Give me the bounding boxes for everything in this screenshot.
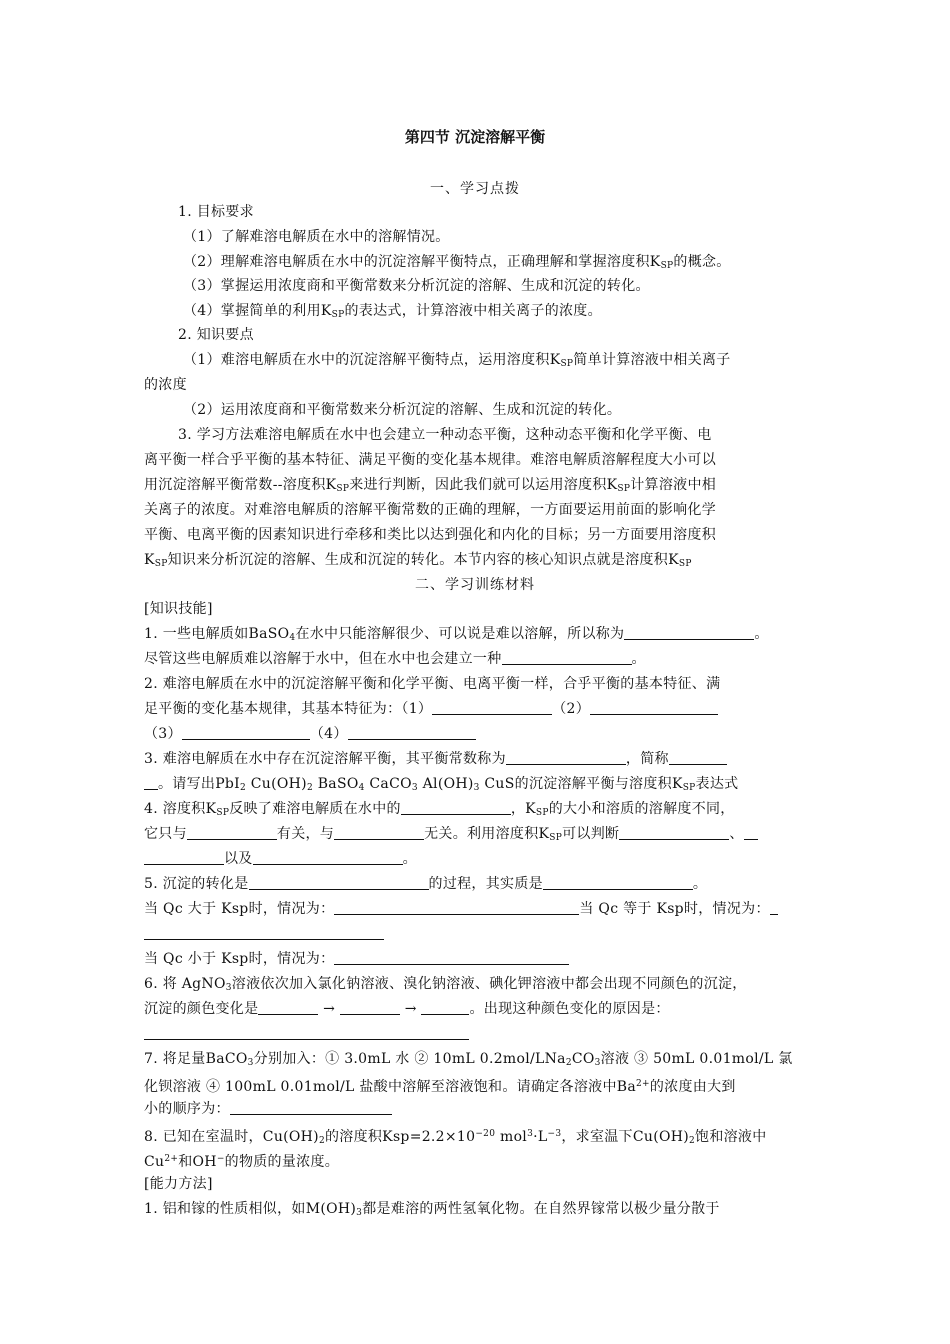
blank[interactable] xyxy=(253,850,403,865)
blank[interactable] xyxy=(506,750,626,765)
question-7-line-3: 小的顺序为： xyxy=(144,1098,814,1120)
blank[interactable] xyxy=(432,700,552,715)
goal-1: （1）了解难溶电解质在水中的溶解情况。 xyxy=(183,229,450,245)
ability-methods-label: [能力方法] xyxy=(144,1176,213,1192)
key-points-heading: 2. 知识要点 xyxy=(178,327,254,343)
blank[interactable] xyxy=(502,650,632,665)
question-3-line-2: 。请写出PbI$_2$ $Cu(OH)_2$ BaSO$_4$ CaCO$_3$ $Al(OH)_3$ CuS的沉淀溶解平衡与溶度积$K_{SP}$表达式 xyxy=(144,773,814,799)
question-6-line-3 xyxy=(144,1023,814,1045)
ability-question-1: 1. 铝和镓的性质相似，如$M(OH)_3$都是难溶的两性氢氧化物。在自然界镓常以极少量分散于 xyxy=(144,1201,720,1218)
question-3-line-1: 3. 难溶电解质在水中存在沉淀溶解平衡，其平衡常数称为 ，简称 xyxy=(144,748,814,770)
goal-2: （2）理解难溶电解质在水中的沉淀溶解平衡特点，正确理解和掌握溶度积$K_{SP}$的概念。 xyxy=(183,254,731,271)
blank[interactable] xyxy=(744,825,758,840)
section-heading-2: 二、学习训练材料 xyxy=(415,577,535,593)
blank[interactable] xyxy=(230,1100,392,1115)
method-line-6: $K_{SP}$知识来分析沉淀的溶解、生成和沉淀的转化。本节内容的核心知识点就是溶度积$K_{SP}$ xyxy=(144,552,692,569)
blank[interactable] xyxy=(144,925,384,940)
question-1-line-2: 尽管这些电解质难以溶解于水中，但在水中也会建立一种 。 xyxy=(144,651,646,667)
blank[interactable] xyxy=(334,950,569,965)
method-line-2: 离平衡一样合乎平衡的基本特征、满足平衡的变化基本规律。难溶电解质溶解程度大小可以 xyxy=(144,452,716,468)
blank[interactable] xyxy=(619,825,729,840)
goal-3: （3）掌握运用浓度商和平衡常数来分析沉淀的溶解、生成和沉淀的转化。 xyxy=(183,278,650,294)
question-2-line-3: （3） （4） xyxy=(144,723,814,745)
key-point-2: （2）运用浓度商和平衡常数来分析沉淀的溶解、生成和沉淀的转化。 xyxy=(183,402,622,418)
question-4-line-2: 它只与 有关，与 无关。利用溶度积$K_{SP}$可以判断 、 xyxy=(144,823,814,849)
question-7-line-2: 化钡溶液 ④ 100mL 0.01mol/L 盐酸中溶解至溶液饱和。请确定各溶液中$Ba^{2+}$的浓度由大到 xyxy=(144,1079,736,1095)
question-2-line-2: 足平衡的变化基本规律，其基本特征为：（1） （2） xyxy=(144,698,814,720)
key-point-1: （1）难溶电解质在水中的沉淀溶解平衡特点，运用溶度积$K_{SP}$简单计算溶液中相关离子 xyxy=(183,352,731,369)
blank[interactable] xyxy=(624,625,754,640)
blank[interactable] xyxy=(669,750,727,765)
question-5-line-4: 当 Qc 小于 Ksp时，情况为： xyxy=(144,948,814,970)
blank[interactable] xyxy=(340,1000,400,1015)
question-6-line-1: 6. 将 AgNO$_3$溶液依次加入氯化钠溶液、溴化钠溶液、碘化钾溶液中都会出现不同颜色的沉淀， xyxy=(144,976,747,993)
question-5-line-3 xyxy=(144,923,814,945)
blank[interactable] xyxy=(144,1025,469,1040)
blank[interactable] xyxy=(401,800,511,815)
blank[interactable] xyxy=(258,1000,318,1015)
section-heading-1: 一、学习点拨 xyxy=(430,181,520,197)
method-line-3: 用沉淀溶解平衡常数--溶度积$K_{SP}$来进行判断，因此我们就可以运用溶度积$K_{SP}$计算溶液中相 xyxy=(144,477,717,494)
blank[interactable] xyxy=(543,875,693,890)
question-8-line-2: $Cu^{2+}$和OH−的物质的量浓度。 xyxy=(144,1154,340,1170)
question-1-line-1: 1. 一些电解质如BaSO$_4$在水中只能溶解很少、可以说是难以溶解，所以称为 。 xyxy=(144,626,769,643)
blank[interactable] xyxy=(187,825,277,840)
blank[interactable] xyxy=(334,900,579,915)
question-7-line-1: 7. 将足量BaCO$_3$分别加入：① 3.0mL 水 ② 10mL $0.2mol/LNa_2CO_3$溶液 ③ 50mL 0.01mol/L 氯 xyxy=(144,1051,793,1068)
page-title: 第四节 沉淀溶解平衡 xyxy=(404,128,546,146)
method-line-1: 3. 学习方法难溶电解质在水中也会建立一种动态平衡，这种动态平衡和化学平衡、电 xyxy=(178,427,712,443)
question-2-line-1: 2. 难溶电解质在水中的沉淀溶解平衡和化学平衡、电离平衡一样，合乎平衡的基本特征、满 xyxy=(144,676,721,692)
blank[interactable] xyxy=(182,725,310,740)
question-4-line-3: 以及 。 xyxy=(144,848,814,870)
question-8-line-1: 8. 已知在室温时，$Cu(OH)_2$的溶度积$Ksp=2.2\times 10^{-20}$ $mol^3\cdot L^{-3}$，求室温下$Cu(OH)_2$饱和溶液中 xyxy=(144,1129,767,1146)
method-line-5: 平衡、电离平衡的因素知识进行牵移和类比以达到强化和内化的目标；另一方面要用溶度积 xyxy=(144,527,716,543)
blank[interactable] xyxy=(770,900,778,915)
goal-4: （4）掌握简单的利用$K_{SP}$的表达式，计算溶液中相关离子的浓度。 xyxy=(183,303,602,320)
knowledge-skills-label: [知识技能] xyxy=(144,601,213,617)
blank[interactable] xyxy=(348,725,476,740)
blank[interactable] xyxy=(144,850,224,865)
blank[interactable] xyxy=(590,700,718,715)
goals-heading: 1. 目标要求 xyxy=(178,204,254,220)
question-5-line-2: 当 Qc 大于 Ksp时，情况为： 当 Qc 等于 Ksp时，情况为： xyxy=(144,898,814,920)
key-point-1-cont: 的浓度 xyxy=(144,377,187,393)
blank[interactable] xyxy=(421,1000,469,1015)
question-4-line-1: 4. 溶度积$K_{SP}$反映了难溶电解质在水中的 ，$K_{SP}$的大小和溶质的溶解度不同， xyxy=(144,801,735,818)
blank[interactable] xyxy=(249,875,429,890)
method-line-4: 关离子的浓度。对难溶电解质的溶解平衡常数的正确的理解，一方面要运用前面的影响化学 xyxy=(144,502,716,518)
question-6-line-2: 沉淀的颜色变化是 → → 。出现这种颜色变化的原因是： xyxy=(144,1001,670,1017)
blank[interactable] xyxy=(144,775,158,790)
question-5-line-1: 5. 沉淀的转化是 的过程，其实质是 。 xyxy=(144,876,708,892)
blank[interactable] xyxy=(334,825,424,840)
